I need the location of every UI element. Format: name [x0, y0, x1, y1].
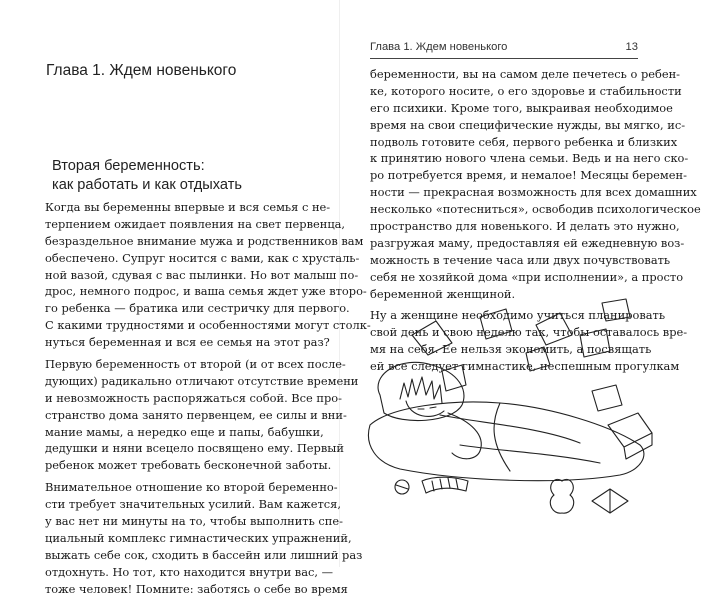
- paper-sheet-icon: [536, 313, 572, 345]
- striped-sock-icon: [422, 477, 468, 493]
- paper-sheet-icon: [580, 329, 610, 357]
- text-line: ности — прекрасная возможность для всех домашних: [370, 185, 697, 200]
- page-number: 13: [625, 41, 638, 53]
- text-line: ей все следует гимнастике, неспешным прогулкам: [370, 359, 680, 374]
- text-line: ной вазой, сдувая с вас пылинки. Но вот малыш по-: [45, 267, 359, 282]
- text-line: Когда вы беременны впервые и вся семья с не-: [45, 200, 331, 214]
- text-line: у вас нет ни минуты на то, чтобы выполнить спе-: [45, 514, 343, 529]
- text-line: безраздельное внимание мужа и родственников вам: [45, 233, 364, 248]
- hair-icon: [400, 377, 442, 403]
- text-line: Ну а женщине необходимо учиться планировать: [370, 308, 666, 323]
- text-line: дедушки и няни всецело посвящено ему. Первый: [45, 441, 344, 456]
- paragraph: [45, 479, 363, 597]
- text-line: ребенок может требовать бесконечной заботы.: [45, 458, 332, 473]
- text-line: можность в течение часа или двух почувствовать: [370, 252, 671, 267]
- text-line: беременной женщиной.: [370, 286, 516, 301]
- text-line: дующих) радикально отличают отсутствие времени: [45, 373, 359, 388]
- text-line: Внимательное отношение ко второй беременно-: [45, 480, 338, 495]
- paper-sheet-icon: [480, 309, 512, 339]
- text-line: беременности, вы на самом деле печетесь о ребен-: [370, 67, 681, 81]
- left-body-text: [45, 199, 371, 597]
- right-page: [340, 0, 701, 567]
- text-line: пространство для новенького. И делать это нужно,: [370, 219, 680, 234]
- paper-sheet-icon: [602, 299, 630, 321]
- running-head: [370, 41, 638, 59]
- text-line: ке, которого носите, о его здоровье и стабильности: [370, 83, 682, 98]
- text-line: тоже человек! Помните: заботясь о себе во время: [45, 581, 348, 596]
- text-line: отдохнуть. Но тот, кто находится внутри вас, —: [45, 564, 333, 579]
- text-line: терпением ожидает появления на свет первенца,: [45, 216, 346, 231]
- text-line: нуться беременная и вся ее семья на этот раз?: [45, 335, 330, 350]
- text-line: странство дома занято первенцем, ее силы и вни-: [45, 407, 347, 422]
- text-line: обеспечено. Супруг носится с вами, как с хрусталь-: [45, 250, 360, 265]
- text-line: мя на себя. Ее нельзя экономить, а посвящать: [370, 342, 652, 357]
- paragraph: [370, 66, 701, 302]
- text-line: его психики. Кроме того, выкраивая необходимое: [370, 100, 673, 115]
- running-head-title: Глава 1. Ждем новенького: [370, 41, 508, 53]
- section-title: [52, 157, 312, 195]
- book-icon: [608, 413, 652, 447]
- text-line: го ребенка — братика или сестричку для первого.: [45, 301, 350, 316]
- toy-bear-icon: [550, 479, 573, 513]
- text-line: ро потребуется время, и немалое! Месяцы беремен-: [370, 168, 687, 183]
- paper-sheet-icon: [412, 321, 452, 355]
- text-line: мание мамы, а нередко еще и папы, бабушки,: [45, 424, 324, 439]
- arm-icon: [448, 413, 481, 459]
- text-line: сти требует значительных усилий. Вам кажется,: [45, 497, 341, 512]
- pillow-icon: [378, 362, 464, 420]
- section-title-line-2: как работать и как отдыхать: [52, 177, 242, 193]
- text-line: С какими трудностями и особенностями могут столк-: [45, 318, 371, 333]
- paragraph: [45, 199, 371, 351]
- blanket-icon: [368, 402, 643, 481]
- text-line: подволь готовите себя, первого ребенка и близких: [370, 134, 678, 149]
- text-line: циальный комплекс гимнастических упражнений,: [45, 530, 352, 545]
- text-line: разгружая маму, предоставляя ей ежедневную воз-: [370, 235, 685, 250]
- paragraph: [45, 356, 359, 474]
- text-line: к принятию нового члена семьи. Ведь и на него ско-: [370, 151, 689, 166]
- text-line: и невозможность распоряжаться собой. Все про-: [45, 390, 343, 405]
- text-line: Первую беременность от второй (и от всех после-: [45, 357, 346, 372]
- text-line: себя не хозяйкой дома «при исполнении», а просто: [370, 269, 684, 284]
- paper-sheet-icon: [592, 385, 622, 411]
- section-title-line-1: Вторая беременность:: [52, 158, 205, 174]
- chapter-title: Глава 1. Ждем новенького: [46, 62, 237, 79]
- text-line: время на свои специфические нужды, вы мягко, ис-: [370, 117, 686, 132]
- text-line: выжать себе сок, сходить в бассейн или лишний раз: [45, 547, 363, 562]
- text-line: свой день и свою неделю так, чтобы оставалось вре-: [370, 325, 688, 340]
- text-line: несколько «потесниться», освободив психологическое: [370, 202, 701, 217]
- text-line: дрос, немного подрос, и ваша семья ждет уже второ-: [45, 284, 367, 299]
- sleeping-mother-illustration: [340, 295, 688, 525]
- paper-sheet-icon: [526, 347, 550, 371]
